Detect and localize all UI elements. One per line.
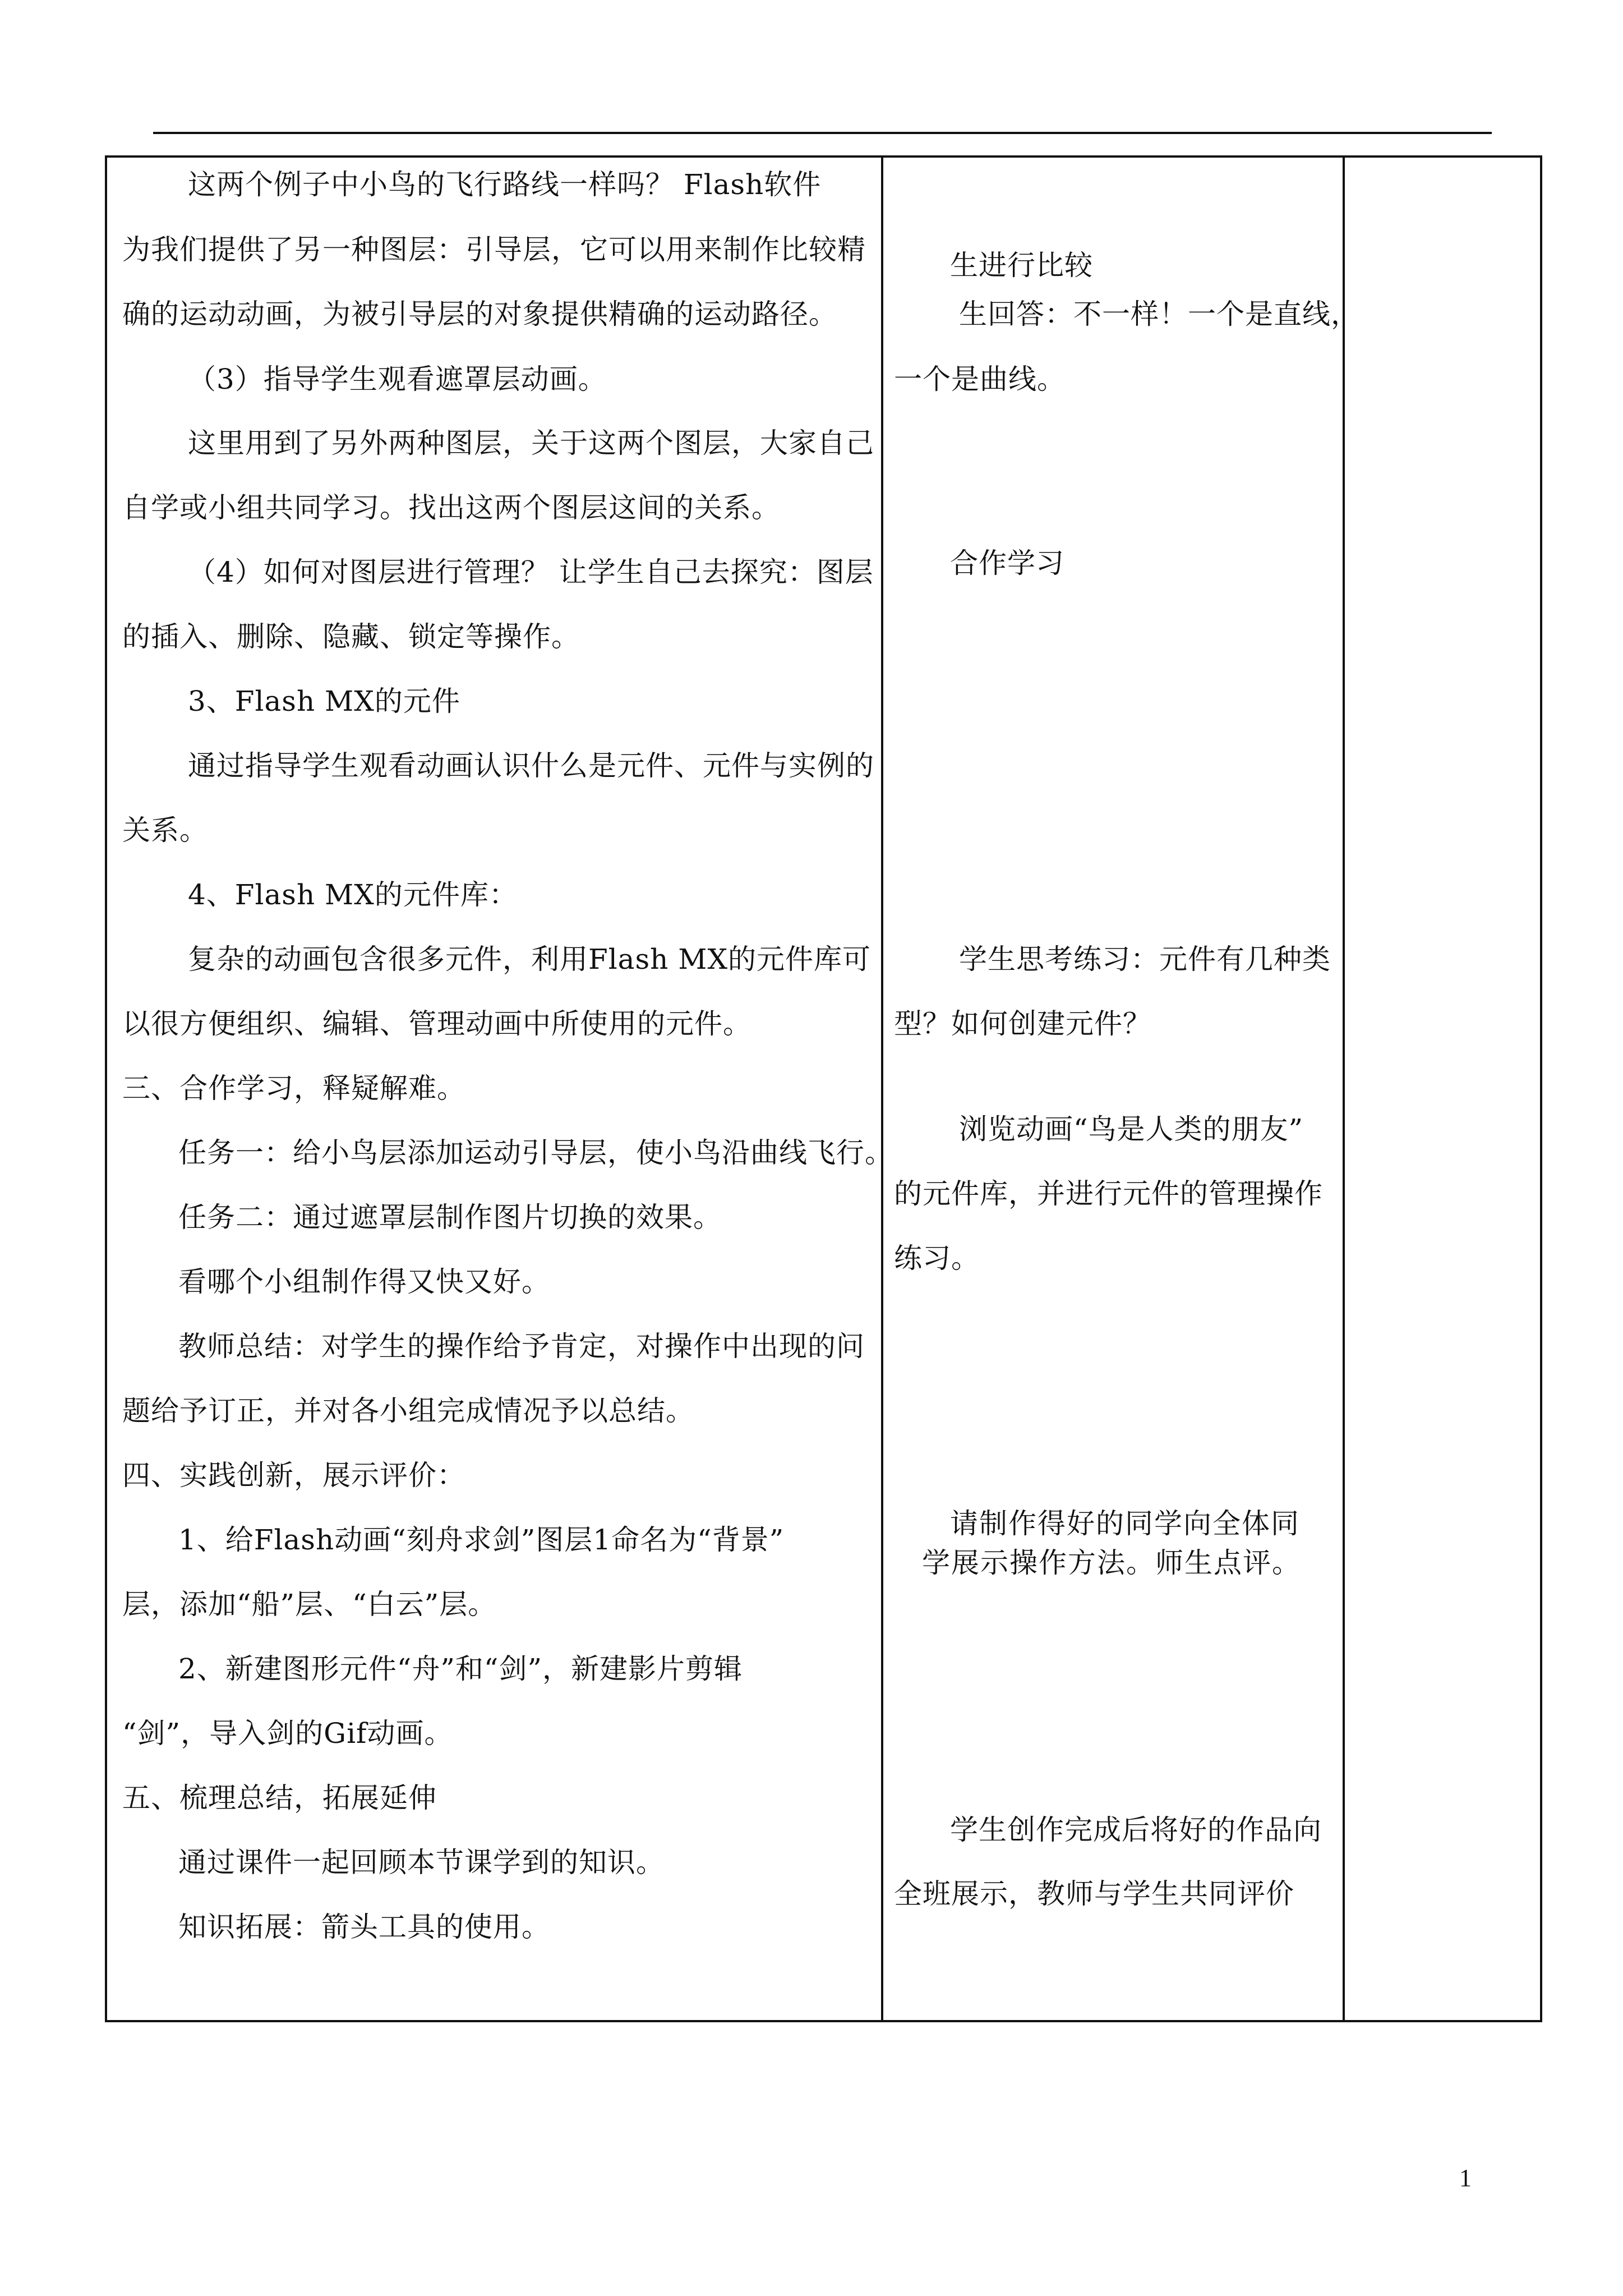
teacher-line: 通过指导学生观看动画认识什么是元件、元件与实例的 [188,749,874,782]
student-line: 全班展示，教师与学生共同评价 [894,1878,1294,1910]
teacher-line: 1、给Flash动画“刻舟求剑”图层1命名为“背景” [178,1524,785,1556]
page-number: 1 [1459,2164,1472,2192]
teacher-line: 这两个例子中小鸟的飞行路线一样吗？ Flash软件 [188,168,822,201]
column-divider [881,158,883,2020]
teacher-line: 复杂的动画包含很多元件，利用Flash MX的元件库可 [188,943,872,976]
teacher-line: 3、Flash MX的元件 [188,685,460,717]
student-line: 生回答：不一样！一个是直线， [959,298,1359,330]
teacher-line: 2、新建图形元件“舟”和“剑”，新建影片剪辑 [178,1653,743,1685]
teacher-line: 为我们提供了另一种图层：引导层，它可以用来制作比较精 [122,233,866,266]
teacher-line: 教师总结：对学生的操作给予肯定，对操作中出现的问 [178,1330,865,1363]
student-line: 练习。 [894,1242,980,1274]
teacher-line: 层，添加“船”层、“白云”层。 [122,1588,497,1621]
teacher-line: 题给予订正，并对各小组完成情况予以总结。 [122,1395,694,1427]
teacher-line: 看哪个小组制作得又快又好。 [178,1266,550,1298]
teacher-line: 任务一：给小鸟层添加运动引导层，使小鸟沿曲线飞行。 [178,1137,893,1169]
teacher-line: 以很方便组织、编辑、管理动画中所使用的元件。 [122,1007,751,1040]
teacher-line: 自学或小组共同学习。找出这两个图层这间的关系。 [122,491,780,524]
teacher-line: 知识拓展：箭头工具的使用。 [178,1911,550,1943]
teacher-line: 通过课件一起回顾本节课学到的知识。 [178,1846,665,1879]
teacher-line: 任务二：通过遮罩层制作图片切换的效果。 [178,1201,722,1234]
student-line: 合作学习 [950,547,1064,579]
teacher-line: 4、Flash MX的元件库： [188,878,518,911]
column-divider [1343,158,1345,2020]
header-rule [153,132,1492,134]
teacher-line: （3）指导学生观看遮罩层动画。 [188,363,607,395]
teacher-line: 的插入、删除、隐藏、锁定等操作。 [122,620,580,653]
student-line: 学展示操作方法。师生点评。 [922,1547,1301,1579]
teacher-line: “剑”，导入剑的Gif动画。 [122,1717,453,1750]
student-line: 型？如何创建元件？ [894,1007,1151,1040]
teacher-line: （4）如何对图层进行管理？ 让学生自己去探究：图层 [188,556,874,588]
student-line: 生进行比较 [950,249,1093,282]
teacher-line: 这里用到了另外两种图层，关于这两个图层，大家自己 [188,427,874,459]
teacher-line: 关系。 [122,814,208,846]
student-line: 的元件库，并进行元件的管理操作 [894,1177,1323,1210]
teacher-line: 确的运动动画，为被引导层的对象提供精确的运动路径。 [122,298,837,330]
teacher-line: 三、合作学习，释疑解难。 [122,1072,465,1105]
student-line: 学生创作完成后将好的作品向 [950,1814,1322,1846]
teacher-line: 五、梳理总结，拓展延伸 [122,1782,437,1814]
student-line: 请制作得好的同学向全体同 [950,1507,1300,1540]
student-line: 浏览动画“鸟是人类的朋友” [959,1113,1304,1145]
teacher-line: 四、实践创新，展示评价： [122,1459,465,1492]
student-line: 学生思考练习：元件有几种类 [959,943,1331,976]
student-line: 一个是曲线。 [894,363,1066,395]
